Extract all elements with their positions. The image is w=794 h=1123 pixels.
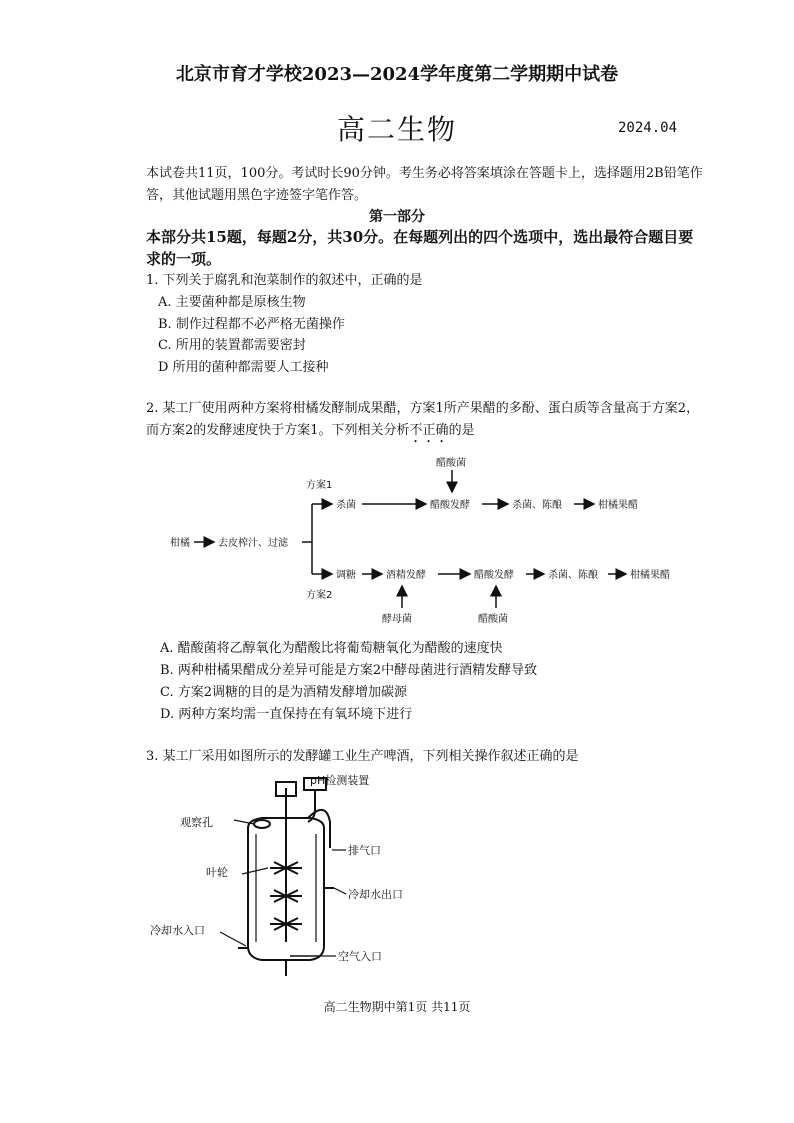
q2-process-diagram bbox=[160, 452, 700, 634]
label-ph-sensor: pH检测装置 bbox=[310, 774, 370, 787]
q2-option-a: A. 醋酸菌将乙醇氧化为醋酸比将葡萄糖氧化为醋酸的速度快 bbox=[160, 641, 503, 656]
fermenter-diagram bbox=[150, 770, 420, 980]
label-impeller: 叶轮 bbox=[206, 866, 228, 879]
plan1-step-3: 杀菌、陈酿 bbox=[512, 500, 562, 511]
label-observation-window: 观察孔 bbox=[180, 816, 213, 829]
q2-option-d: D. 两种方案均需一直保持在有氧环境下进行 bbox=[160, 707, 413, 722]
exam-date: 2024.04 bbox=[618, 120, 678, 136]
q2-option-c: C. 方案2调糖的目的是为酒精发酵增加碳源 bbox=[160, 685, 408, 700]
diagram-start: 柑橘 bbox=[170, 538, 190, 549]
plan2-step-5: 柑橘果醋 bbox=[630, 570, 670, 581]
q2-stem bbox=[146, 398, 706, 446]
leader-line bbox=[220, 932, 246, 946]
exhaust-pipe bbox=[308, 810, 330, 848]
observation-window bbox=[254, 820, 270, 828]
q1-stem: 1. 下列关于腐乳和泡菜制作的叙述中，正确的是 bbox=[146, 273, 423, 288]
plan1-step-4: 柑橘果醋 bbox=[598, 500, 638, 511]
inoculum-yeast: 酵母菌 bbox=[382, 614, 412, 625]
plan1-step-1: 杀菌 bbox=[336, 500, 356, 511]
plan2-label: 方案2 bbox=[306, 590, 333, 601]
plan2-step-4: 杀菌、陈酿 bbox=[548, 570, 598, 581]
diagram-step1: 去皮榨汁、过滤 bbox=[218, 538, 288, 549]
q3-stem: 3. 某工厂采用如图所示的发酵罐工业生产啤酒，下列相关操作叙述正确的是 bbox=[146, 749, 579, 764]
inoculum-acetic-2: 醋酸菌 bbox=[478, 614, 508, 625]
plan2-step-2: 酒精发酵 bbox=[386, 570, 426, 581]
label-air-inlet: 空气入口 bbox=[338, 950, 382, 963]
q1-option-a: A. 主要菌种都是原核生物 bbox=[158, 295, 306, 310]
q2-stem-emphasis: 不正确 bbox=[409, 423, 449, 438]
q1-option-d: D 所用的菌种都需要人工接种 bbox=[158, 360, 329, 375]
plan1-step-2: 醋酸发酵 bbox=[430, 500, 470, 511]
q2-stem-part-a: 2. 某工厂使用两种方案将柑橘发酵制成果醋，方案1所产果醋的多酚、蛋白质等含量高于方案2，而方案2的发酵速度快于方案1。下列相关分析 bbox=[146, 401, 700, 438]
plan1-label: 方案1 bbox=[306, 480, 333, 491]
page-footer: 高二生物期中第1页 共11页 bbox=[323, 1000, 471, 1014]
leader-line bbox=[242, 868, 268, 874]
leader-line bbox=[334, 888, 346, 894]
q1-option-b: B. 制作过程都不必严格无菌操作 bbox=[158, 317, 345, 332]
q2-option-b: B. 两种柑橘果醋成分差异可能是方案2中酵母菌进行酒精发酵导致 bbox=[160, 663, 538, 678]
exam-intro: 本试卷共11页，100分。考试时长90分钟。考生务必将答案填涂在答题卡上，选择题用2B铅笔作答，其他试题用黑色字迹签字笔作答。 bbox=[146, 166, 703, 203]
part-title: 第一部分 bbox=[369, 209, 425, 225]
label-exhaust: 排气口 bbox=[348, 844, 381, 857]
exam-title: 北京市育才学校2023—2024学年度第二学期期中试卷 bbox=[175, 64, 619, 85]
label-cooling-water-out: 冷却水出口 bbox=[348, 888, 403, 901]
part-instructions: 本部分共15题，每题2分，共30分。在每题列出的四个选项中，选出最符合题目要求的一项。 bbox=[146, 228, 694, 268]
plan2-step-3: 醋酸发酵 bbox=[474, 570, 514, 581]
label-cooling-water-in: 冷却水入口 bbox=[150, 924, 205, 937]
inoculum-acetic-1: 醋酸菌 bbox=[436, 458, 466, 469]
q1-option-c: C. 所用的装置都需要密封 bbox=[158, 338, 306, 353]
subject-title: 高二生物 bbox=[336, 113, 457, 146]
q2-stem-part-b: 的是 bbox=[448, 423, 475, 438]
plan2-step-1: 调糖 bbox=[336, 570, 356, 581]
